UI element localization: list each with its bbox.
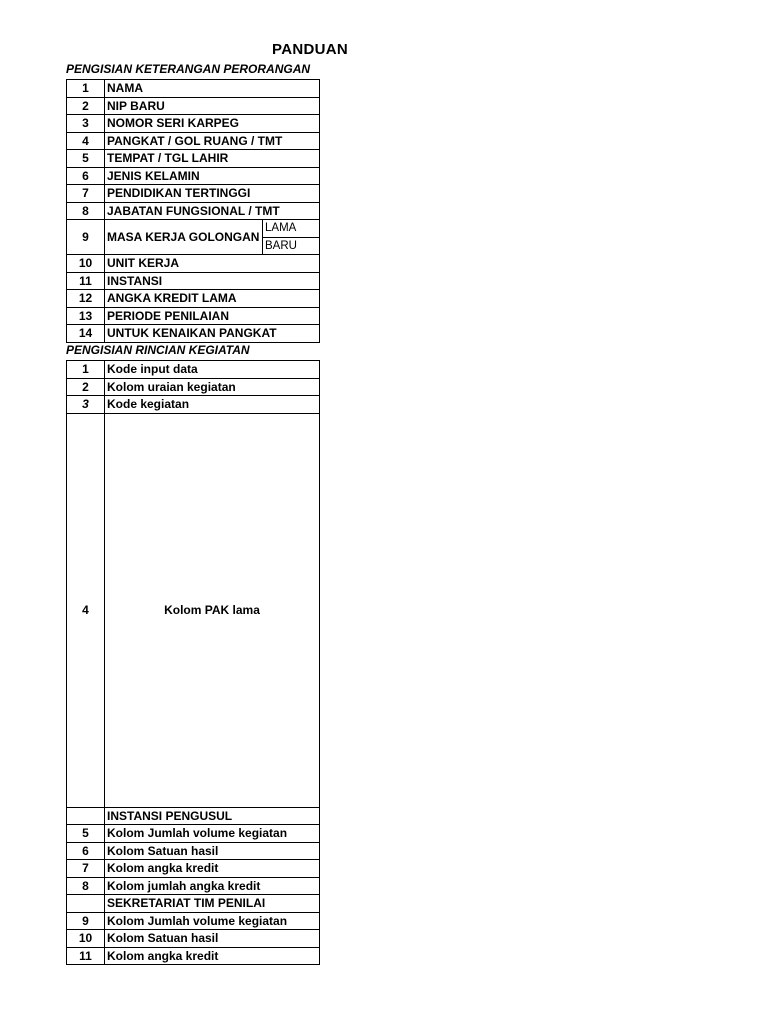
row-label: PANGKAT / GOL RUANG / TMT: [105, 132, 320, 150]
row-number: 3: [67, 115, 105, 133]
row-number: 1: [67, 361, 105, 379]
row-label: Kolom PAK lama: [105, 413, 320, 807]
row-number: 7: [67, 185, 105, 203]
table-row: [67, 97, 320, 115]
row-number: 4: [67, 413, 105, 807]
table-row: [67, 895, 320, 913]
row-number: 10: [67, 930, 105, 948]
row-label: Kolom jumlah angka kredit: [105, 877, 320, 895]
table-row: [67, 150, 320, 168]
row-label: Kode kegiatan: [105, 396, 320, 414]
table-row: [67, 132, 320, 150]
table-row: [67, 290, 320, 308]
table-row: [67, 272, 320, 290]
table-row: [67, 947, 320, 965]
table-row: [67, 930, 320, 948]
row-number: 11: [67, 947, 105, 965]
table-row: [67, 307, 320, 325]
table-row: [67, 325, 320, 343]
row-label: Kolom Jumlah volume kegiatan: [105, 825, 320, 843]
row-label: Kode input data: [105, 361, 320, 379]
row-number: 11: [67, 272, 105, 290]
row-label: ANGKA KREDIT LAMA: [105, 290, 320, 308]
row-number: 2: [67, 378, 105, 396]
row-number: 13: [67, 307, 105, 325]
row-label: Kolom angka kredit: [105, 947, 320, 965]
row-number: 12: [67, 290, 105, 308]
section-heading-personal: PENGISIAN KETERANGAN PERORANGAN: [66, 62, 311, 76]
personal-info-table: [66, 79, 320, 343]
row-number: [67, 807, 105, 825]
row-label: PERIODE PENILAIAN: [105, 307, 320, 325]
row-label: Kolom Satuan hasil: [105, 930, 320, 948]
table-row: [67, 912, 320, 930]
row-number: 6: [67, 842, 105, 860]
table-row: [67, 255, 320, 273]
row-number: 1: [67, 80, 105, 98]
row-label: NIP BARU: [105, 97, 320, 115]
row-number: 3: [67, 396, 105, 414]
row-label: UNTUK KENAIKAN PANGKAT: [105, 325, 320, 343]
row-label: NOMOR SERI KARPEG: [105, 115, 320, 133]
table-row: [67, 807, 320, 825]
table-row: [67, 361, 320, 379]
row-label: INSTANSI: [105, 272, 320, 290]
row-number: 6: [67, 167, 105, 185]
row-number: 10: [67, 255, 105, 273]
subsection-label: SEKRETARIAT TIM PENILAI: [105, 895, 320, 913]
row-label: MASA KERJA GOLONGAN: [105, 220, 263, 255]
table-row: [67, 80, 320, 98]
table-row: [67, 413, 320, 807]
row-label: Kolom Satuan hasil: [105, 842, 320, 860]
row-number: 8: [67, 877, 105, 895]
row-label: JENIS KELAMIN: [105, 167, 320, 185]
row-label: PENDIDIKAN TERTINGGI: [105, 185, 320, 203]
row-label: JABATAN FUNGSIONAL / TMT: [105, 202, 320, 220]
row-label: Kolom uraian kegiatan: [105, 378, 320, 396]
row-label: TEMPAT / TGL LAHIR: [105, 150, 320, 168]
table-row: [67, 220, 320, 238]
row-label: Kolom Jumlah volume kegiatan: [105, 912, 320, 930]
table-row: [67, 860, 320, 878]
subsection-label: INSTANSI PENGUSUL: [105, 807, 320, 825]
table-row: [67, 185, 320, 203]
row-number: 9: [67, 220, 105, 255]
table-row: [67, 378, 320, 396]
table-row: [67, 396, 320, 414]
row-number: 9: [67, 912, 105, 930]
row-number: [67, 895, 105, 913]
table-row: [67, 825, 320, 843]
table-row: [67, 167, 320, 185]
section-heading-activity: PENGISIAN RINCIAN KEGIATAN: [66, 343, 250, 357]
row-label: NAMA: [105, 80, 320, 98]
row-number: 8: [67, 202, 105, 220]
row-number: 2: [67, 97, 105, 115]
row-label: Kolom angka kredit: [105, 860, 320, 878]
page-title: PANDUAN: [272, 41, 348, 58]
table-row: [67, 877, 320, 895]
row-number: 7: [67, 860, 105, 878]
sub-label-baru: BARU: [263, 237, 320, 255]
activity-detail-table: [66, 360, 320, 965]
row-number: 4: [67, 132, 105, 150]
table-row: [67, 842, 320, 860]
table-row: [67, 202, 320, 220]
row-label: UNIT KERJA: [105, 255, 320, 273]
row-number: 14: [67, 325, 105, 343]
row-number: 5: [67, 825, 105, 843]
sub-label-lama: LAMA: [263, 220, 320, 238]
table-row: [67, 115, 320, 133]
row-number: 5: [67, 150, 105, 168]
